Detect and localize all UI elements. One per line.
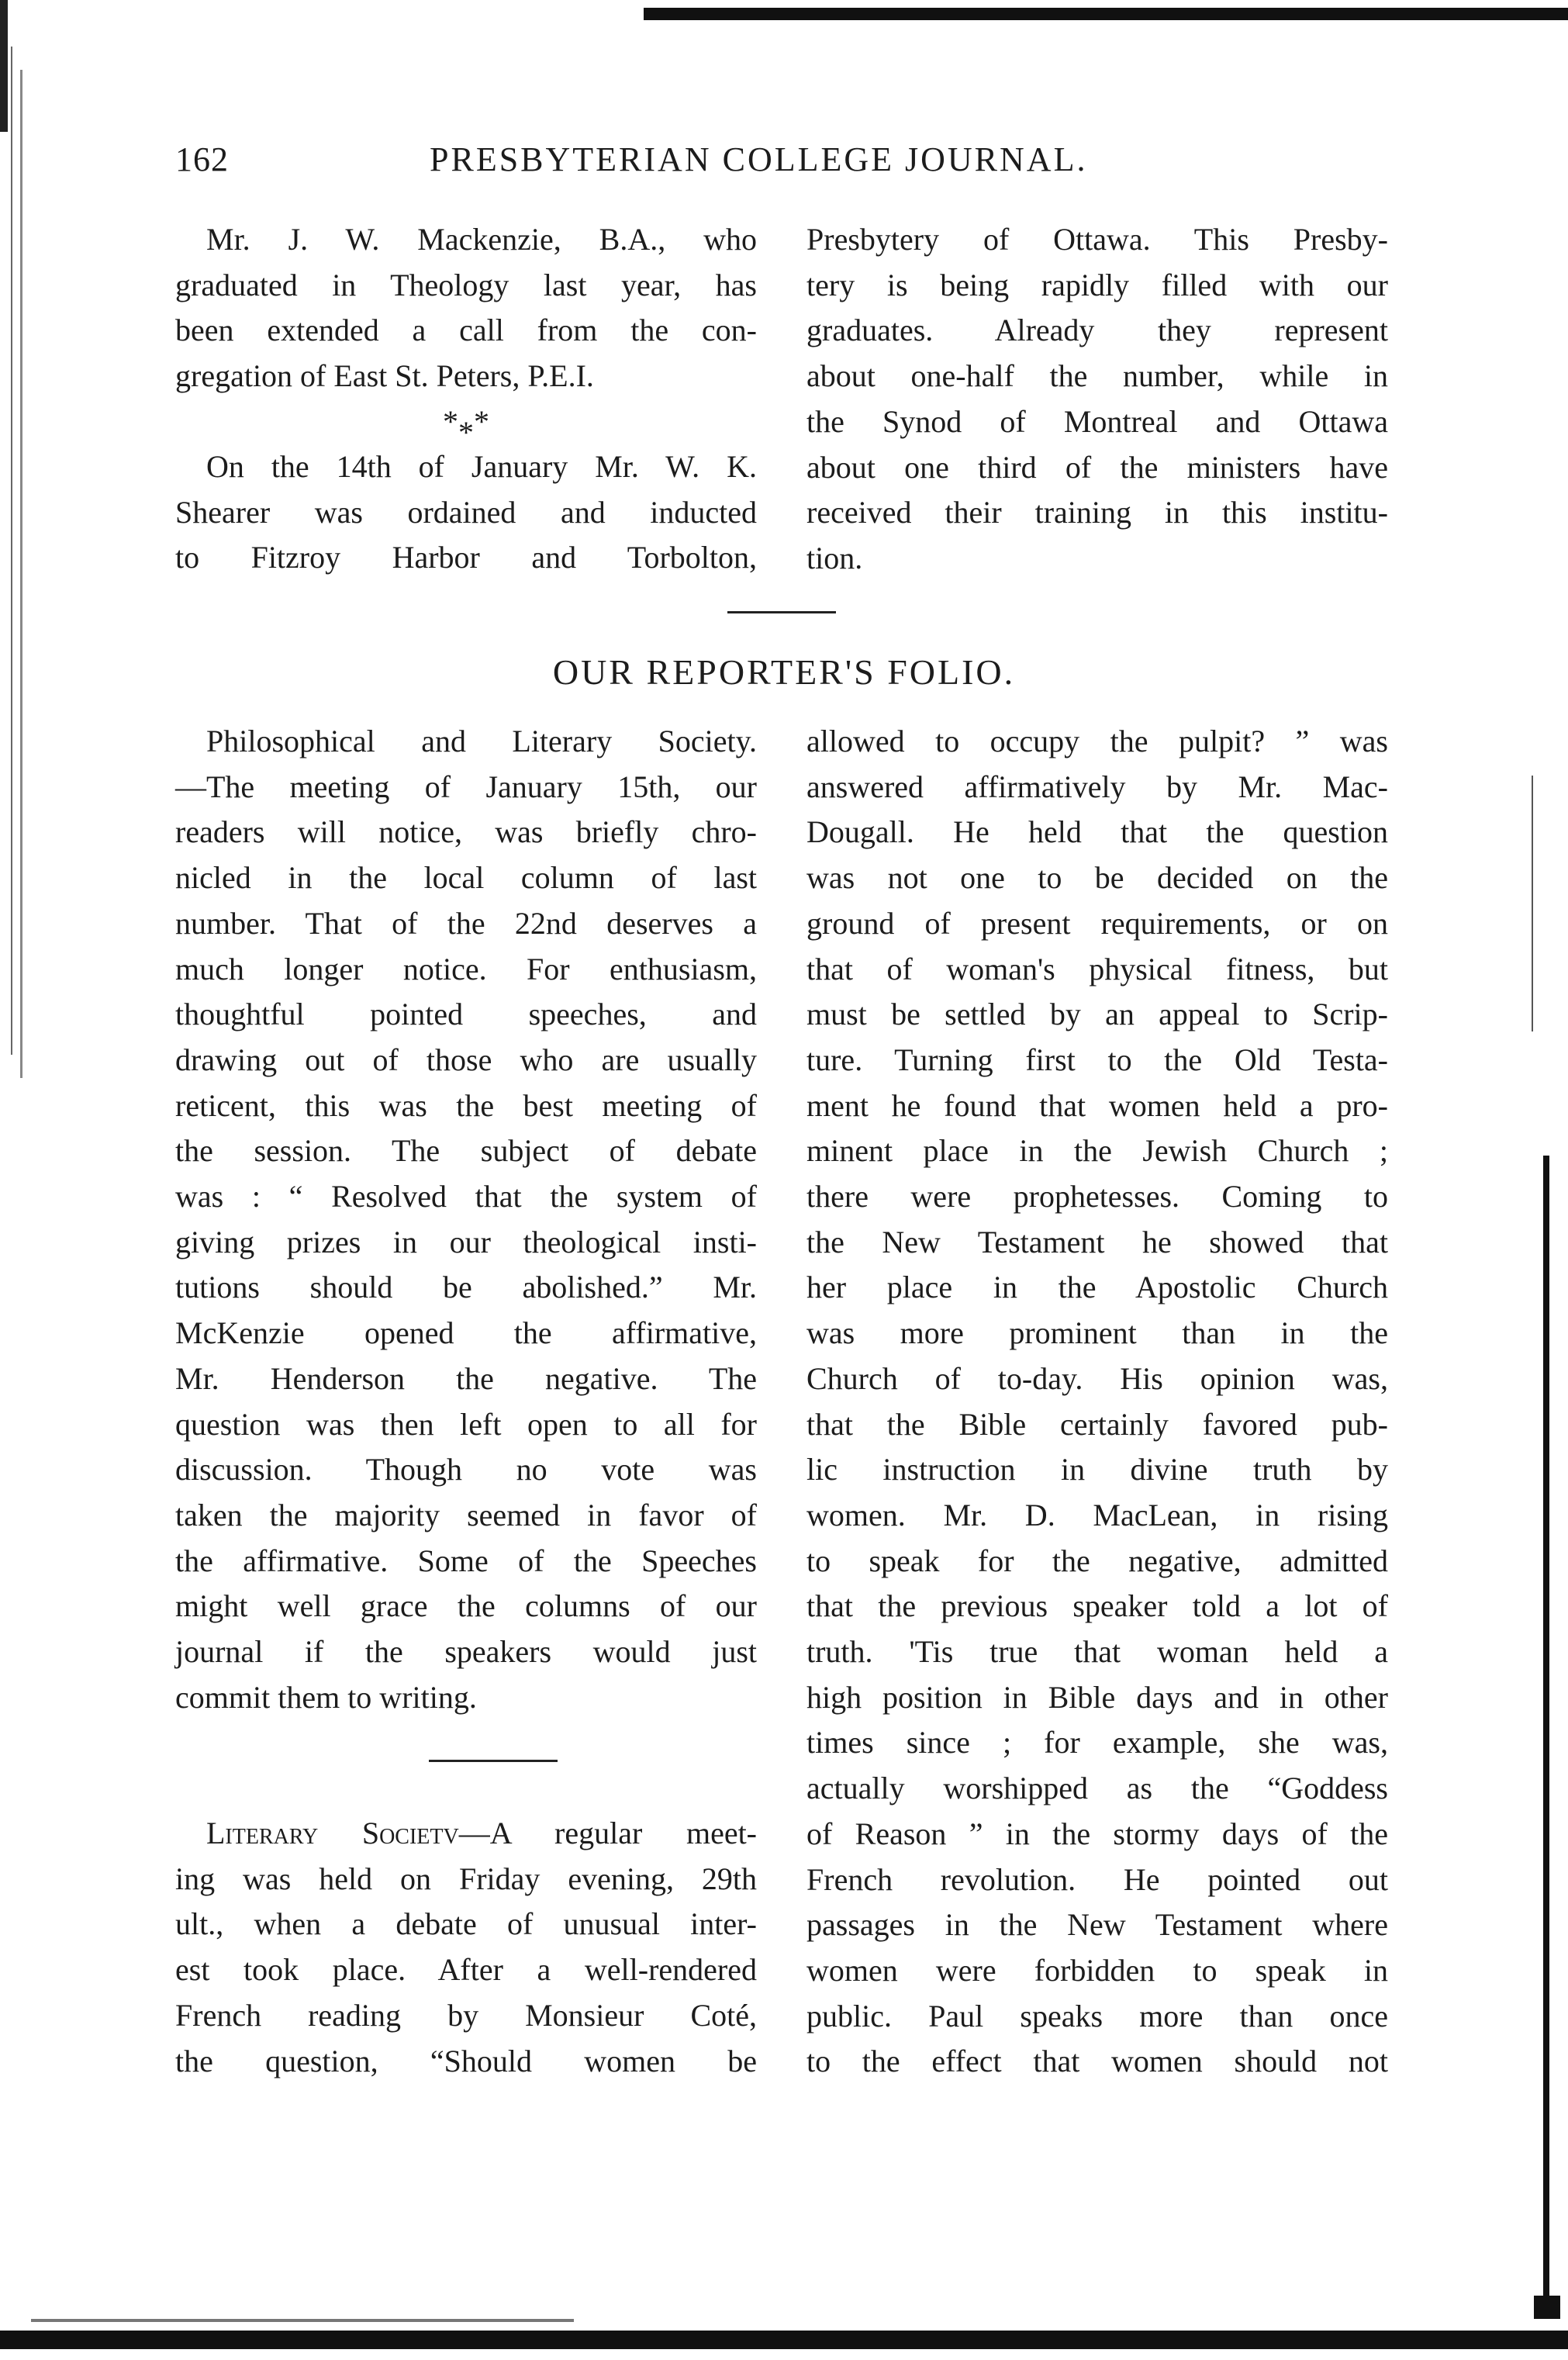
text-line: tery is being rapidly filled with our xyxy=(806,267,1388,302)
text-line: answered affirmatively by Mr. Mac- xyxy=(806,769,1388,804)
left-scan-line xyxy=(11,47,12,1055)
text-line: that of woman's physical fitness, but xyxy=(806,951,1388,987)
section-divider xyxy=(727,611,836,613)
text-line: Mr. Henderson the negative. The xyxy=(175,1360,757,1396)
top-scan-rule xyxy=(644,8,1568,20)
text-line xyxy=(175,1811,757,1857)
text-line: Church of to-day. His opinion was, xyxy=(806,1360,1388,1396)
text-line: nicled in the local column of last xyxy=(175,860,757,896)
text-line: ground of present requirements, or on xyxy=(806,905,1388,941)
text-line: high position in Bible days and in other xyxy=(806,1679,1388,1715)
text-line: On the 14th of January Mr. W. K. xyxy=(206,449,757,484)
text-line: journal if the speakers would just xyxy=(175,1634,757,1670)
text-line: lic instruction in divine truth by xyxy=(806,1452,1388,1488)
text-line: giving prizes in our theological insti- xyxy=(175,1224,757,1259)
left-scan-edge xyxy=(0,0,8,132)
text-line: the affirmative. Some of the Speeches xyxy=(175,1543,757,1578)
text-line: Presbytery of Ottawa. This Presby- xyxy=(806,222,1388,257)
text-line: drawing out of those who are usually xyxy=(175,1042,757,1077)
text-line: McKenzie opened the affirmative, xyxy=(175,1315,757,1351)
text-line: French reading by Monsieur Coté, xyxy=(175,1997,757,2033)
text-line: allowed to occupy the pulpit? ” was xyxy=(806,724,1388,758)
text-line: must be settled by an appeal to Scrip- xyxy=(806,997,1388,1032)
page-header xyxy=(175,140,1416,194)
text-line: the question, “Should women be xyxy=(175,2043,757,2078)
text-line: discussion. Though no vote was xyxy=(175,1452,757,1488)
text-line: est took place. After a well-rendered xyxy=(175,1952,757,1988)
text-line: received their training in this institu- xyxy=(806,495,1388,530)
text-line: ult., when a debate of unusual inter- xyxy=(175,1906,757,1942)
right-scan-bar-foot xyxy=(1534,2296,1560,2319)
text-line: number. That of the 22nd deserves a xyxy=(175,905,757,941)
text-line: was : “ Resolved that the system of xyxy=(175,1179,757,1215)
text-fragment: —A regular meet- xyxy=(458,1816,758,1850)
running-title: PRESBYTERIAN COLLEGE JOURNAL. xyxy=(430,140,1088,178)
text-line: much longer notice. For enthusiasm, xyxy=(175,951,757,987)
section-heading: OUR REPORTER'S FOLIO. xyxy=(552,652,1016,692)
intro-right-column xyxy=(806,217,1388,582)
text-line: gregation of East St. Peters, P.E.I. xyxy=(175,358,594,394)
paragraph-lead-in: Literary Societv xyxy=(206,1816,459,1850)
text-line: reticent, this was the best meeting of xyxy=(175,1087,757,1123)
text-line: Dougall. He held that the question xyxy=(806,814,1388,850)
folio-left-paragraph-2 xyxy=(175,1811,757,2084)
bottom-scan-fade xyxy=(31,2319,574,2322)
text-line: times since ; for example, she was, xyxy=(806,1725,1388,1760)
text-line: might well grace the columns of our xyxy=(175,1588,757,1624)
text-line: graduated in Theology last year, has xyxy=(175,267,757,302)
text-line: ment he found that women held a pro- xyxy=(806,1087,1388,1123)
text-line: there were prophetesses. Coming to xyxy=(806,1179,1388,1215)
intro-left-paragraph-1 xyxy=(175,217,757,399)
right-scan-bar xyxy=(1534,1156,1562,2319)
folio-right-column xyxy=(806,719,1388,2085)
text-line: passages in the New Testament where xyxy=(806,1907,1388,1943)
text-line: ing was held on Friday evening, 29th xyxy=(175,1861,757,1896)
asterism-star: * xyxy=(443,404,458,439)
text-line: to speak for the negative, admitted xyxy=(806,1543,1388,1578)
page-number: 162 xyxy=(175,140,229,178)
text-line: to Fitzroy Harbor and Torbolton, xyxy=(175,540,757,575)
text-line: Shearer was ordained and inducted xyxy=(175,494,757,530)
text-line: her place in the Apostolic Church xyxy=(806,1270,1388,1305)
folio-left-paragraph-1 xyxy=(175,719,757,1720)
text-line: about one third of the ministers have xyxy=(806,449,1388,485)
text-line: women. Mr. D. MacLean, in rising xyxy=(806,1497,1388,1532)
text-line: tutions should be abolished.” Mr. xyxy=(175,1270,757,1305)
text-line: ture. Turning first to the Old Testa- xyxy=(806,1042,1388,1077)
text-line: of Reason ” in the stormy days of the xyxy=(806,1816,1388,1851)
left-scan-line xyxy=(20,70,22,1078)
text-line: French revolution. He pointed out xyxy=(806,1861,1388,1897)
text-line: truth. 'Tis true that woman held a xyxy=(806,1634,1388,1670)
text-line: Mr. J. W. Mackenzie, B.A., who xyxy=(206,222,757,257)
text-line: thoughtful pointed speeches, and xyxy=(175,997,757,1032)
paragraph-divider xyxy=(429,1760,558,1762)
text-line: readers will notice, was briefly chro- xyxy=(175,814,757,850)
bottom-scan-rule xyxy=(0,2331,1568,2349)
text-line: —The meeting of January 15th, our xyxy=(175,769,757,804)
asterism-star: * xyxy=(474,404,489,439)
asterism-separator xyxy=(175,403,757,450)
text-line: actually worshipped as the “Goddess xyxy=(806,1771,1388,1806)
asterism-star: * xyxy=(458,415,474,450)
text-line: minent place in the Jewish Church ; xyxy=(806,1133,1388,1169)
right-scan-bar-stem xyxy=(1543,1156,1549,2319)
text-line: taken the majority seemed in favor of xyxy=(175,1497,757,1532)
intro-left-paragraph-2 xyxy=(175,444,757,581)
text-line: the session. The subject of debate xyxy=(175,1133,757,1169)
text-line: that the previous speaker told a lot of xyxy=(806,1588,1388,1624)
text-line: tion. xyxy=(806,540,863,575)
text-line: question was then left open to all for xyxy=(175,1406,757,1442)
text-line: the Synod of Montreal and Ottawa xyxy=(806,403,1388,439)
text-line: Philosophical and Literary Society. xyxy=(206,724,757,758)
text-line: that the Bible certainly favored pub- xyxy=(806,1406,1388,1442)
right-scan-line xyxy=(1532,776,1533,1031)
text-line: graduates. Already they represent xyxy=(806,313,1388,348)
text-line: to the effect that women should not xyxy=(806,2044,1388,2079)
text-line: commit them to writing. xyxy=(175,1679,477,1715)
text-line: was more prominent than in the xyxy=(806,1315,1388,1351)
text-line: about one-half the number, while in xyxy=(806,358,1388,394)
text-line: was not one to be decided on the xyxy=(806,860,1388,896)
text-line: public. Paul speaks more than once xyxy=(806,1998,1388,2033)
text-line: women were forbidden to speak in xyxy=(806,1952,1388,1988)
text-line: the New Testament he showed that xyxy=(806,1224,1388,1259)
text-line: been extended a call from the con- xyxy=(175,313,757,348)
